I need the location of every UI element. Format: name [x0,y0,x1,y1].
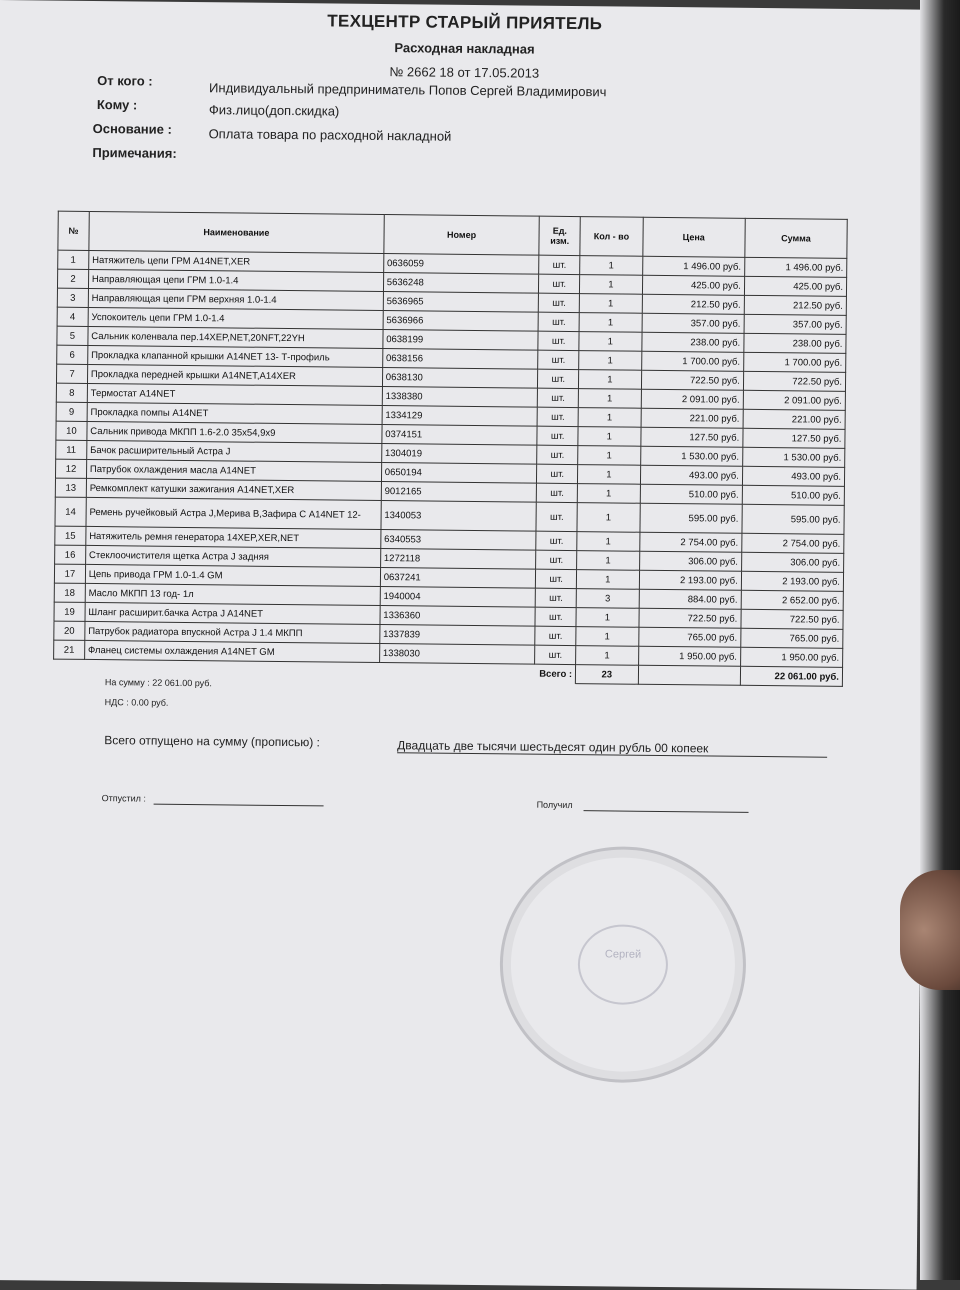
row-name: Натяжитель ремня генератора 14XEP,XER,NET [86,526,381,548]
row-code: 6340553 [381,530,537,551]
row-number: 8 [56,383,87,402]
row-sum: 2 754.00 руб. [742,533,844,553]
row-code: 1338030 [379,644,535,665]
row-unit: шт. [538,369,579,388]
row-unit: шт. [539,293,580,312]
row-qty: 1 [579,332,642,352]
row-name: Прокладка клапанной крышки A14NET 13- Т-профиль [88,345,383,367]
row-qty: 1 [580,256,643,276]
released-label: Отпустил : [101,793,146,804]
col-unit: Ед. изм. [539,216,580,255]
row-qty: 1 [578,427,641,447]
row-name: Патрубок охлаждения масла A14NET [86,459,381,481]
row-name: Успокоитель цепи ГРМ 1.0-1.4 [88,307,383,329]
row-unit: шт. [538,331,579,350]
row-number: 13 [55,478,86,497]
row-name: Стеклоочистителя щетка Астра J задняя [85,545,380,567]
row-qty: 1 [578,446,641,466]
words-label: Всего отпущено на сумму (прописью) : [104,733,321,750]
words-value-line [397,738,827,758]
row-unit: шт. [536,550,577,569]
row-sum: 493.00 руб. [742,466,844,486]
row-unit: шт. [537,426,578,445]
row-qty: 1 [577,551,640,571]
row-sum: 722.50 руб. [743,371,845,391]
row-number: 21 [54,640,85,659]
row-code: 0374151 [382,425,538,446]
row-price: 722.50 руб. [641,370,743,390]
row-name: Направляющая цепи ГРМ верхняя 1.0-1.4 [88,288,383,310]
row-price: 2 091.00 руб. [641,389,743,409]
row-name: Шланг расширит.бачка Астра J A14NET [85,602,380,624]
col-price: Цена [642,217,745,257]
items-body [54,250,847,667]
background-edge [920,0,960,1280]
row-qty: 1 [576,646,639,666]
row-unit: шт. [535,588,576,607]
row-name: Цепь привода ГРМ 1.0-1.4 GM [85,564,380,586]
row-name: Патрубок радиатора впускной Астра J 1.4 МКПП [85,621,380,643]
col-code: Номер [384,215,540,256]
row-sum: 306.00 руб. [741,552,843,572]
row-sum: 595.00 руб. [742,504,845,534]
row-code: 9012165 [381,482,537,503]
row-unit: шт. [537,483,578,502]
row-code: 1334129 [382,406,538,427]
row-sum: 510.00 руб. [742,485,844,505]
row-price: 2 754.00 руб. [639,532,741,552]
row-sum: 1 530.00 руб. [742,447,844,467]
total-sum: 22 061.00 руб. [740,666,842,686]
row-qty: 1 [578,389,641,409]
row-code: 1272118 [380,549,536,570]
row-price: 1 496.00 руб. [642,256,744,276]
row-number: 12 [55,459,86,478]
row-unit: шт. [535,645,576,664]
received-signature-line [584,800,749,813]
row-number: 2 [57,269,88,288]
row-price: 212.50 руб. [642,294,744,314]
row-number: 15 [55,526,86,545]
row-unit: шт. [538,350,579,369]
row-name: Масло МКПП 13 год- 1л [85,583,380,605]
row-qty: 1 [579,313,642,333]
row-sum: 765.00 руб. [741,628,843,648]
basis-label: Основание : [92,120,172,137]
row-number: 20 [54,621,85,640]
row-number: 17 [54,564,85,583]
row-qty: 1 [577,484,640,504]
row-price: 722.50 руб. [639,608,741,628]
row-qty: 1 [579,370,642,390]
from-value: Индивидуальный предприниматель Попов Сергей Владимирович [209,80,607,100]
words-value: Двадцать две тысячи шестьдесят один рубль 00 копеек [397,738,827,758]
to-label: Кому : [96,97,138,113]
row-code: 1940004 [380,587,536,608]
row-name: Направляющая цепи ГРМ 1.0-1.4 [88,269,383,291]
row-unit: шт. [537,445,578,464]
row-unit: шт. [535,626,576,645]
basis-value: Оплата товара по расходной накладной [208,126,452,144]
row-number: 18 [54,583,85,602]
row-price: 306.00 руб. [639,551,741,571]
row-price: 1 530.00 руб. [640,446,742,466]
row-sum: 2 193.00 руб. [741,571,843,591]
row-price: 765.00 руб. [638,627,740,647]
row-number: 5 [57,326,88,345]
row-price: 2 193.00 руб. [639,570,741,590]
row-sum: 357.00 руб. [744,314,846,334]
row-name: Прокладка помпы A14NET [87,402,382,424]
document-type: Расходная накладная [394,40,535,57]
row-sum: 221.00 руб. [743,409,845,429]
row-unit: шт. [537,464,578,483]
row-code: 1336360 [380,606,536,627]
row-number: 4 [57,307,88,326]
vat: НДС : 0.00 руб. [104,697,169,708]
row-qty: 1 [579,294,642,314]
row-number: 9 [56,402,87,421]
received-label: Получил [536,799,573,811]
row-code: 5636966 [383,311,539,332]
row-code: 5636965 [383,292,539,313]
row-sum: 2 652.00 руб. [741,590,843,610]
col-sum: Сумма [745,218,848,258]
row-name: Сальник коленвала пер.14XEP,NET,20NFT,22YH [88,326,383,348]
row-sum: 238.00 руб. [744,333,846,353]
total-label: Всего : [53,659,575,683]
seal-stamp-text: Сергей [604,948,642,961]
row-sum: 1 700.00 руб. [743,352,845,372]
row-sum: 1 496.00 руб. [744,257,846,277]
total-price-empty [638,665,740,685]
seal-stamp [499,845,747,1084]
row-price: 1 950.00 руб. [638,646,740,666]
total-qty: 23 [575,665,638,685]
col-name: Наименование [89,211,384,253]
row-code: 0638199 [383,330,539,351]
row-qty: 1 [579,351,642,371]
row-sum: 212.50 руб. [744,295,846,315]
row-name: Прокладка передней крышки A14NET,A14XER [87,364,382,386]
on-sum: На сумму : 22 061.00 руб. [104,677,213,689]
row-code: 5636248 [383,273,539,294]
row-sum: 425.00 руб. [744,276,846,296]
row-code: 1338380 [382,387,538,408]
company-title: ТЕХЦЕНТР СТАРЫЙ ПРИЯТЕЛЬ [327,11,603,34]
row-code: 0636059 [383,254,539,275]
row-number: 1 [58,250,89,269]
row-code: 0638156 [382,349,538,370]
row-code: 1337839 [380,625,536,646]
row-number: 10 [56,421,87,440]
row-qty: 1 [578,408,641,428]
row-sum: 1 950.00 руб. [740,647,842,667]
row-name: Термостат A14NET [87,383,382,405]
row-qty: 1 [577,503,640,533]
row-code: 0638130 [382,368,538,389]
col-qty: Кол - во [580,217,643,257]
row-qty: 1 [578,465,641,485]
row-name: Бачок расширительный Астра J [87,440,382,462]
row-code: 0650194 [381,463,537,484]
row-price: 884.00 руб. [639,589,741,609]
row-number: 3 [57,288,88,307]
row-unit: шт. [539,274,580,293]
row-number: 11 [56,440,87,459]
from-label: От кого : [97,73,153,89]
row-price: 595.00 руб. [640,503,742,533]
row-number: 7 [56,364,87,383]
row-unit: шт. [535,607,576,626]
row-name: Ремень ручейковый Астра J,Мерива В,Зафира С A14NET 12- [86,497,381,529]
row-number: 19 [54,602,85,621]
row-qty: 1 [576,627,639,647]
row-qty: 3 [576,589,639,609]
row-price: 510.00 руб. [640,484,742,504]
row-unit: шт. [538,388,579,407]
row-code: 1340053 [381,501,537,532]
row-price: 493.00 руб. [640,465,742,485]
row-unit: шт. [537,407,578,426]
row-qty: 1 [580,275,643,295]
thumb [900,870,960,990]
row-number: 16 [55,545,86,564]
items-table [53,211,848,687]
notes-label: Примечания: [92,144,177,161]
row-code: 1304019 [381,444,537,465]
row-price: 238.00 руб. [641,332,743,352]
row-price: 221.00 руб. [641,408,743,428]
row-unit: шт. [536,502,577,531]
row-unit: шт. [536,569,577,588]
to-value: Физ.лицо(доп.скидка) [208,102,340,119]
row-name: Ремкомплект катушки зажигания A14NET,XER [86,478,381,500]
row-unit: шт. [539,255,580,274]
seal-stamp-center [578,924,669,1005]
released-signature-line [154,794,324,807]
row-code: 0637241 [380,568,536,589]
row-sum: 722.50 руб. [741,609,843,629]
row-price: 127.50 руб. [640,427,742,447]
row-name: Сальник привода МКПП 1.6-2.0 35x54,9x9 [87,421,382,443]
col-number: № [58,211,89,250]
row-number: 14 [55,497,86,526]
row-number: 6 [57,345,88,364]
document-number: № 2662 18 от 17.05.2013 [389,64,540,81]
row-name: Фланец системы охлаждения A14NET GM [84,640,379,662]
row-price: 425.00 руб. [642,275,744,295]
row-price: 1 700.00 руб. [641,351,743,371]
row-qty: 1 [577,532,640,552]
row-unit: шт. [538,312,579,331]
row-qty: 1 [576,608,639,628]
row-sum: 2 091.00 руб. [743,390,845,410]
row-qty: 1 [576,570,639,590]
row-sum: 127.50 руб. [743,428,845,448]
row-unit: шт. [536,531,577,550]
row-price: 357.00 руб. [642,313,744,333]
row-name: Натяжитель цепи ГРМ A14NET,XER [89,250,384,272]
